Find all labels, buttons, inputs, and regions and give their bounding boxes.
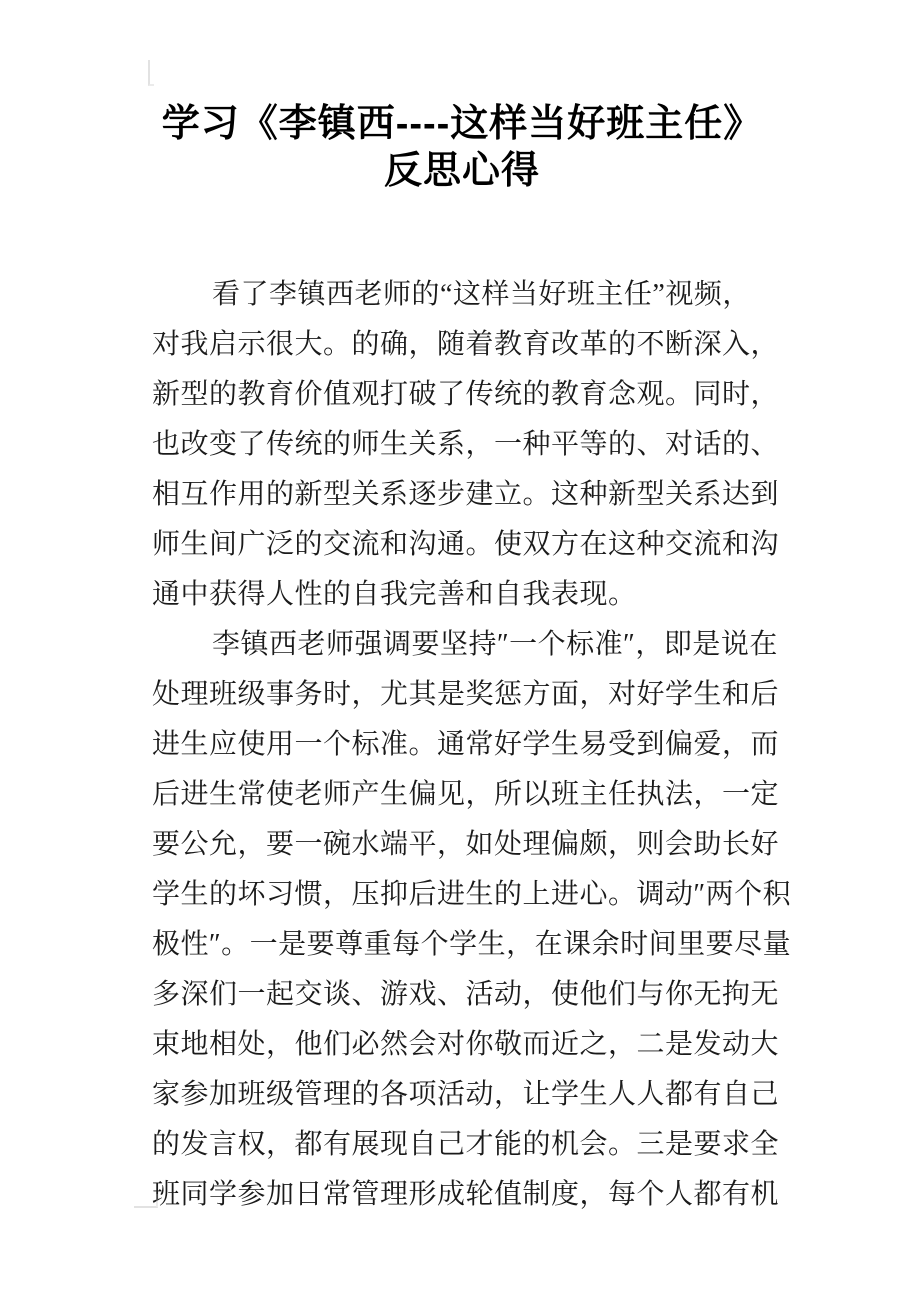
scan-artifact-bottom [134, 1194, 158, 1208]
body-text-line-p2-2: 处理班级事务时，尤其是奖惩方面，对好学生和后 [152, 679, 780, 710]
title-line-1: 学习《李镇西----这样当好班主任》 [161, 103, 763, 145]
title-line-2: 反思心得 [383, 150, 540, 192]
document-title [140, 101, 784, 195]
body-text-line-p1-7: 通中获得人性的自我完善和自我表现。 [152, 579, 637, 610]
body-text-line-p2-7: 极性″。一是要尊重每个学生，在课余时间里要尽量 [152, 929, 792, 960]
body-text-line-p2-6: 学生的坏习惯，压抑后进生的上进心。调动″两个积 [152, 879, 792, 910]
body-text-line-p2-3: 进生应使用一个标准。通常好学生易受到偏爱，而 [152, 729, 780, 760]
scan-artifact-top [148, 60, 154, 86]
body-text-line-p2-9: 束地相处，他们必然会对你敬而近之，二是发动大 [152, 1029, 780, 1060]
body-text-line-p2-4: 后进生常使老师产生偏见，所以班主任执法，一定 [152, 779, 780, 810]
body-text-line-p1-3: 新型的教育价值观打破了传统的教育念观。同时， [152, 379, 780, 410]
body-text-line-p1-4: 也改变了传统的师生关系，一种平等的、对话的、 [152, 429, 780, 460]
body-text-line-p1-2: 对我启示很大。的确，随着教育改革的不断深入， [152, 329, 780, 360]
body-text-line-p1-6: 师生间广泛的交流和沟通。使双方在这种交流和沟 [152, 529, 780, 560]
body-text-line-p2-1: 李镇西老师强调要坚持″一个标准″，即是说在 [212, 629, 778, 660]
body-text-line-p2-5: 要公允，要一碗水端平，如处理偏颇，则会助长好 [152, 829, 780, 860]
body-text-line-p2-10: 家参加班级管理的各项活动，让学生人人都有自己 [152, 1079, 780, 1110]
body-text-line-p2-11: 的发言权，都有展现自己才能的机会。三是要求全 [152, 1129, 780, 1160]
body-text-line-p2-8: 多深们一起交谈、游戏、活动，使他们与你无拘无 [152, 979, 780, 1010]
body-text-line-p2-12: 班同学参加日常管理形成轮值制度，每个人都有机 [152, 1179, 780, 1210]
body-text-line-p1-1: 看了李镇西老师的“这样当好班主任”视频， [212, 279, 751, 310]
body-text-line-p1-5: 相互作用的新型关系逐步建立。这种新型关系达到 [152, 479, 780, 510]
document-body [152, 270, 792, 1220]
